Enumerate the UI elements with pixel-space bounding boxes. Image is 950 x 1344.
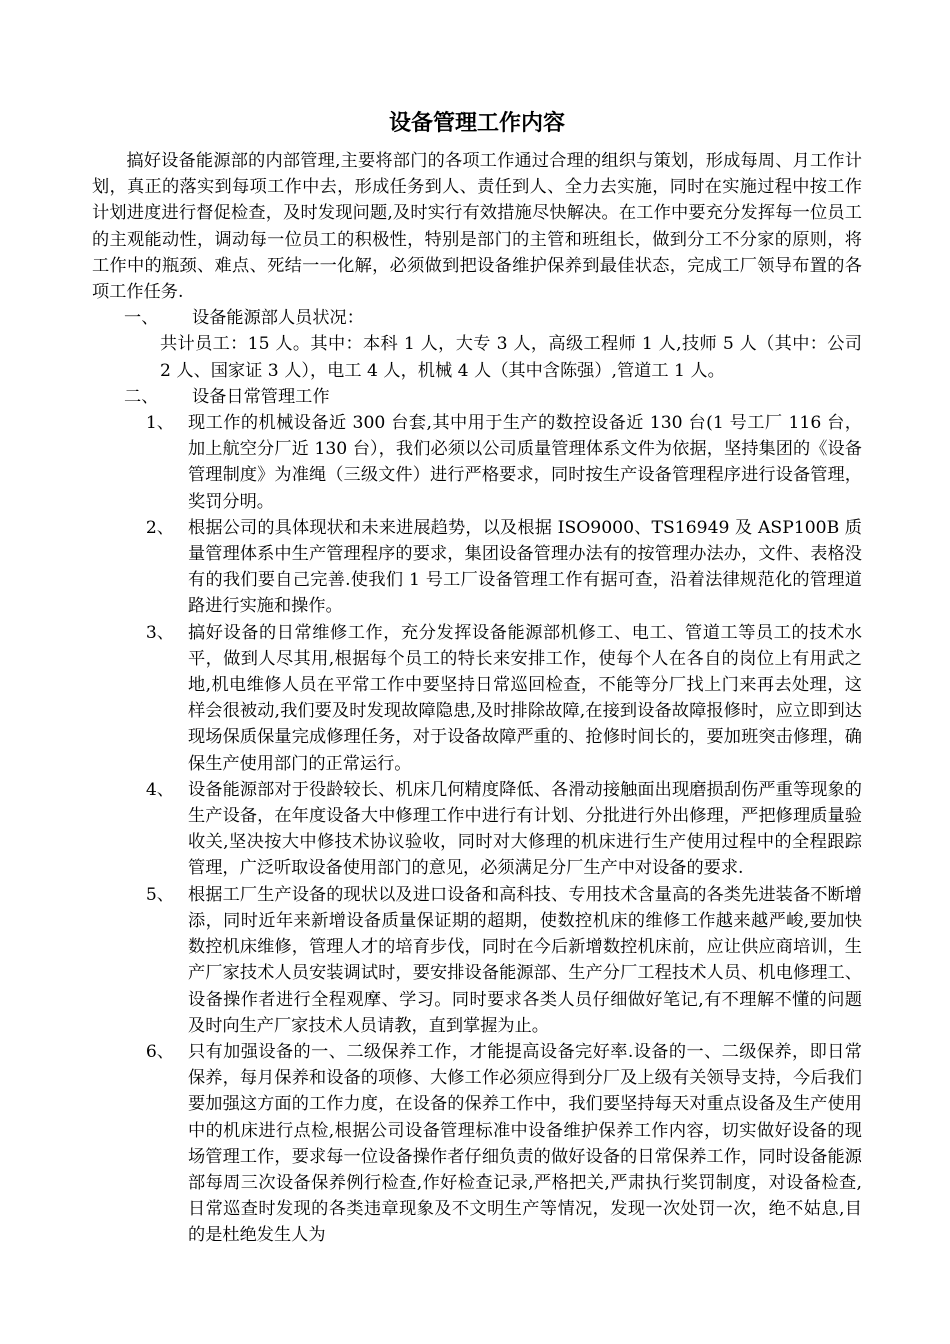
- section-1-body: 共计员工：15 人。其中：本科 1 人，大专 3 人，高级工程师 1 人,技师 5 人（其中：公司 2 人、国家证 3 人），电工 4 人，机械 4 人（其中含陈强）,管道工 1 人。: [160, 334, 862, 381]
- list-item-text: 现工作的机械设备近 300 台套,其中用于生产的数控设备近 130 台(1 号工厂 116 台，加上航空分厂近 130 台），我们必须以公司质量管理体系文件为依据，坚持集团的《设备管理制度》为准绳（三级文件）进行严格要求，同时按生产设备管理程序进行设备管理，奖罚分明。: [188, 413, 862, 512]
- section-1-number: 一、: [124, 308, 159, 329]
- list-item-text: 根据工厂生产设备的现状以及进口设备和高科技、专用技术含量高的各类先进装备不断增添，同时近年来新增设备质量保证期的超期，使数控机床的维修工作越来越严峻,要加快数控机床维修，管理人才的培育步伐，同时在今后新增数控机床前，应让供应商培训，生产厂家技术人员安装调试时，要安排设备能源部、生产分厂工程技术人员、机电修理工、设备操作者进行全程观摩、学习。同时要求各类人员仔细做好笔记,有不理解不懂的问题及时向生产厂家技术人员请教，直到掌握为止。: [188, 884, 862, 1036]
- list-item: [92, 882, 862, 1039]
- list-item-text: 只有加强设备的一、二级保养工作，才能提高设备完好率.设备的一、二级保养，即日常保养，每月保养和设备的项修、大修工作必须应得到分厂及上级有关领导支持，今后我们要加强这方面的工作力度，在设备的保养工作中，我们要坚持每天对重点设备及生产使用中的机床进行点检,根据公司设备管理标准中设备维护保养工作内容，切实做好设备的现场管理工作，要求每一位设备操作者仔细负责的做好设备的日常保养工作，同时设备能源部每周三次设备保养例行检查,作好检查记录,严格把关,严肃执行奖罚制度，对设备检查,日常巡查时发现的各类违章现象及不文明生产等情况，发现一次处罚一次，绝不姑息,目的是杜绝发生人为: [188, 1041, 862, 1246]
- list-item: [92, 410, 862, 515]
- section-2-title: 设备日常管理工作: [192, 386, 330, 407]
- list-item-number: 4、: [145, 779, 174, 800]
- list-item: [92, 620, 862, 777]
- intro-paragraph: 搞好设备能源部的内部管理,主要将部门的各项工作通过合理的组织与策划，形成每周、月工作计划，真正的落实到每项工作中去，形成任务到人、责任到人、全力去实施，同时在实施过程中按工作计划进度进行督促检查，及时发现问题,及时实行有效措施尽快解决。在工作中要充分发挥每一位员工的主观能动性，调动每一位员工的积极性，特别是部门的主管和班组长，做到分工不分家的原则，将工作中的瓶颈、难点、死结一一化解，必须做到把设备维护保养到最佳状态，完成工厂领导布置的各项工作任务.: [92, 151, 862, 303]
- list-item-number: 5、: [145, 884, 174, 905]
- list-item-number: 3、: [145, 622, 174, 643]
- section-2-number: 二、: [124, 386, 159, 407]
- document-page: [92, 108, 862, 1249]
- section-1-heading: [92, 305, 862, 331]
- list-item-text: 设备能源部对于役龄较长、机床几何精度降低、各滑动接触面出现磨损刮伤严重等现象的生产设备，在年度设备大中修理工作中进行有计划、分批进行外出修理，严把修理质量验收关,坚决按大中修技术协议验收，同时对大修理的机床进行生产使用过程中的全程跟踪管理，广泛听取设备使用部门的意见，必须满足分厂生产中对设备的要求.: [188, 779, 862, 879]
- list-item: [92, 515, 862, 620]
- list-item-number: 6、: [145, 1041, 174, 1062]
- list-item-text: 搞好设备的日常维修工作，充分发挥设备能源部机修工、电工、管道工等员工的技术水平，做到人尽其用,根据每个员工的特长来安排工作，使每个人在各自的岗位上有用武之地,机电维修人员在平常工作中要坚持日常巡回检查，不能等分厂找上门来再去处理，这样会很被动,我们要及时发现故障隐患,及时排除故障,在接到设备故障报修时，应立即到达现场保质保量完成修理任务，对于设备故障严重的、抢修时间长的，要加班突击修理，确保生产使用部门的正常运行。: [188, 622, 862, 774]
- document-title: 设备管理工作内容: [388, 110, 565, 136]
- list-item-number: 1、: [145, 413, 174, 434]
- section-2-heading: [92, 384, 862, 410]
- list-item: [92, 777, 862, 882]
- list-item: [92, 1039, 862, 1249]
- section-1-title: 设备能源部人员状况：: [192, 308, 364, 329]
- list-item-number: 2、: [145, 517, 174, 538]
- list-item-text: 根据公司的具体现状和未来进展趋势，以及根据 ISO9000、TS16949 及 ASP100B 质量管理体系中生产管理程序的要求，集团设备管理办法有的按管理办法办，文件、表格没有的我们要自己完善.使我们 1 号工厂设备管理工作有据可查，沿着法律规范化的管理道路进行实施和操作。: [188, 517, 862, 617]
